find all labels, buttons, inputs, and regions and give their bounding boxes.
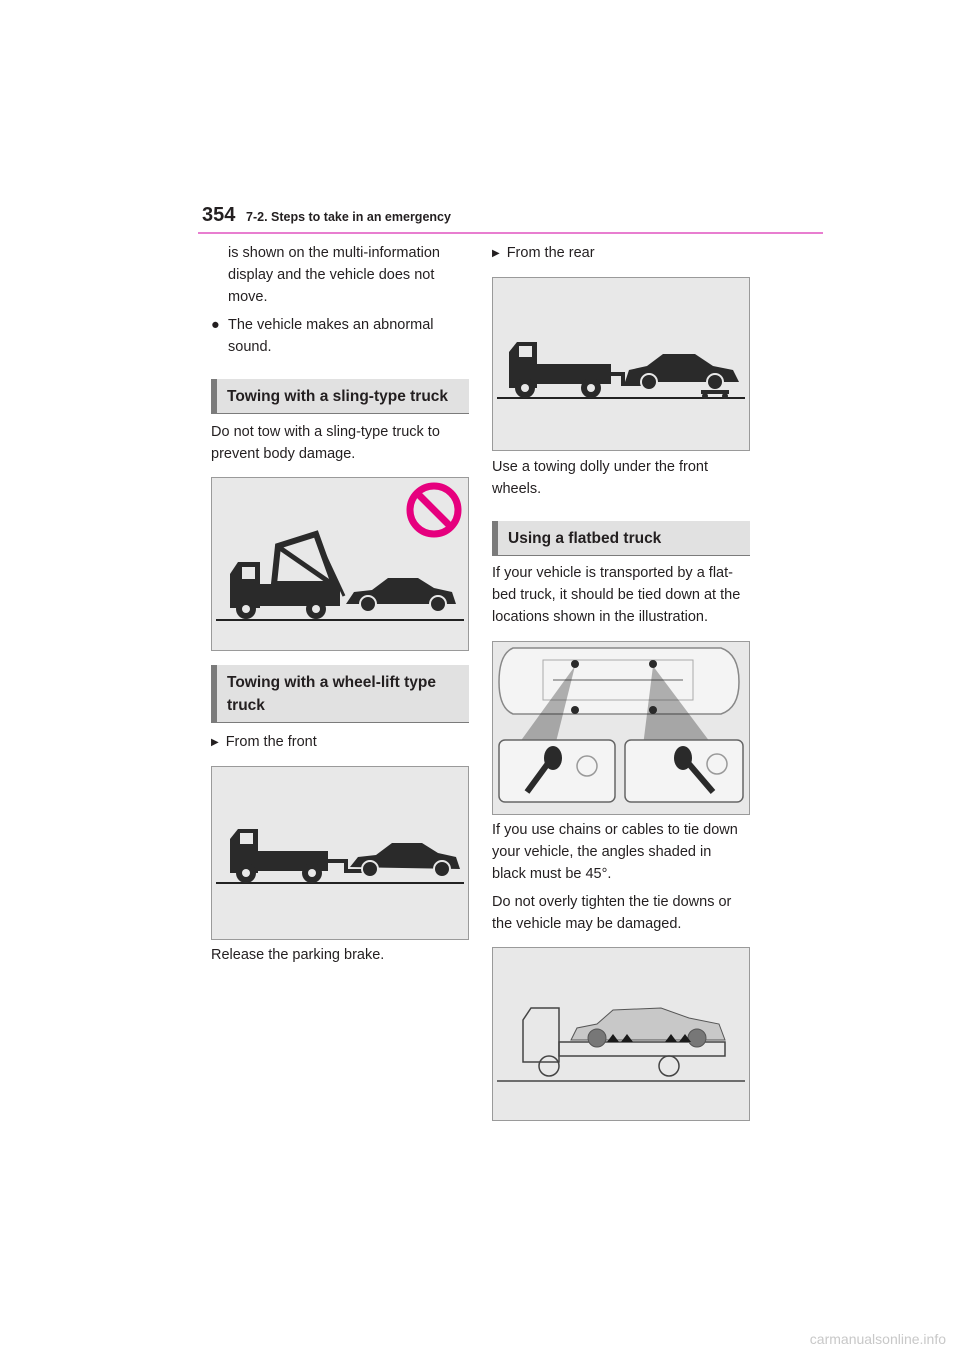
section-title: 7-2. Steps to take in an emergency xyxy=(246,210,451,224)
page-footer xyxy=(0,1325,960,1358)
pointer-icon: ▶ xyxy=(211,737,219,748)
release-brake-text: Release the parking brake. xyxy=(211,947,385,963)
bullet-text: The vehicle makes an abnormal sound. xyxy=(228,317,434,355)
heading-sling-type: Towing with a sling-type truck xyxy=(211,379,469,414)
sling-truck-illustration xyxy=(212,478,468,650)
figure-tow-rear xyxy=(492,277,750,451)
figure-tiedown-locations xyxy=(492,641,750,815)
figure-tow-front xyxy=(211,766,469,940)
bullet-marker: ● xyxy=(211,317,220,333)
figure-sling-truck xyxy=(211,477,469,651)
heading-flatbed: Using a flatbed truck xyxy=(492,521,750,556)
tow-front-illustration xyxy=(212,767,468,939)
continued-text: is shown on the multi-information display and the vehicle does not move. xyxy=(228,245,440,305)
pointer-icon: ▶ xyxy=(492,248,500,259)
heading-wheel-lift: Towing with a wheel-lift type truck xyxy=(211,665,469,723)
sling-warning-text: Do not tow with a sling-type truck to prevent body damage. xyxy=(211,424,440,462)
page-number: 354 xyxy=(202,204,236,226)
from-rear-label: ▶ From the rear xyxy=(492,242,595,266)
dolly-text: Use a towing dolly under the front wheels. xyxy=(492,459,709,497)
chains-text: If you use chains or cables to tie down your vehicle, the angles shaded in black must be 45°. xyxy=(492,822,738,882)
figure-flatbed-angles xyxy=(492,947,750,1121)
prohibition-icon xyxy=(410,486,458,534)
header-rule xyxy=(198,232,823,234)
tiedown-locations-illustration xyxy=(493,642,749,814)
tow-rear-illustration xyxy=(493,278,749,450)
from-front-label: ▶ From the front xyxy=(211,731,317,755)
tighten-warning-text: Do not overly tighten the tie downs or the vehicle may be damaged. xyxy=(492,894,732,932)
page-header xyxy=(0,0,960,240)
footer-watermark: carmanualsonline.info xyxy=(809,1331,946,1347)
flatbed-text: If your vehicle is transported by a flat- bed truck, it should be tied down at the locations shown in the illustration. xyxy=(492,565,741,625)
flatbed-angles-illustration xyxy=(493,948,749,1120)
